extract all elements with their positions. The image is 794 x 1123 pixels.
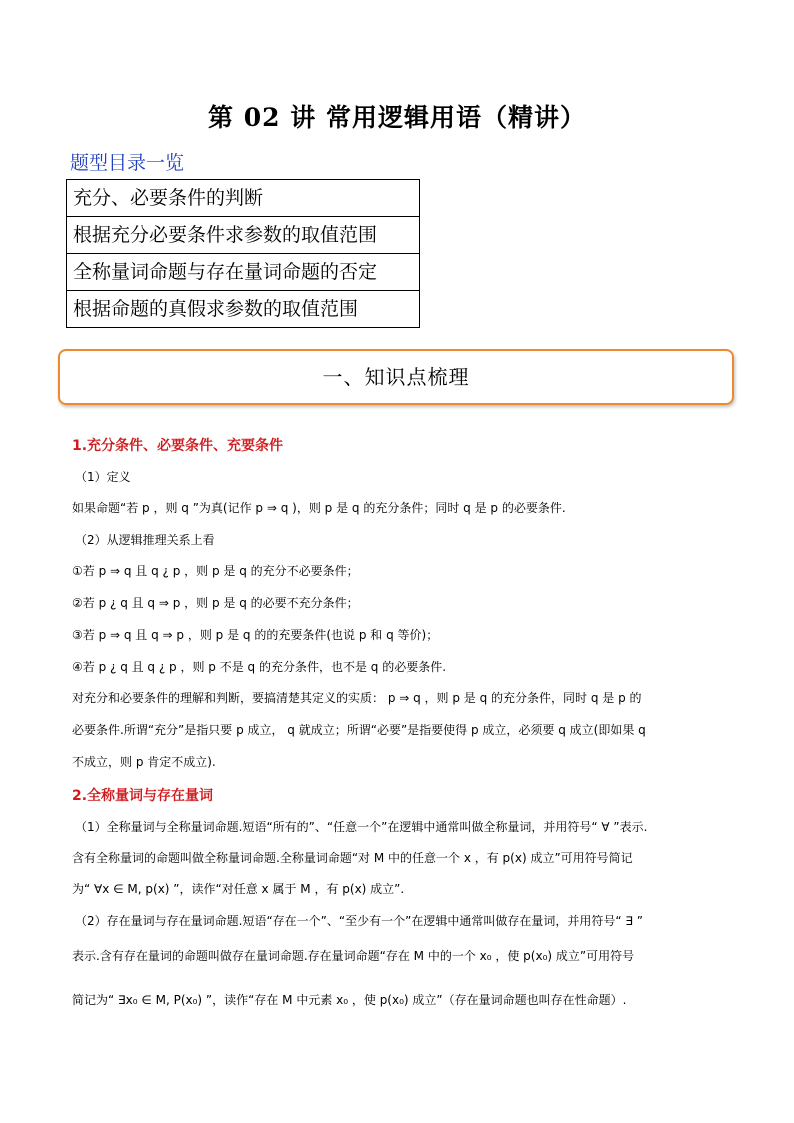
text-line: ④若 p ¿ q 且 q ¿ p ，则 p 不是 q 的充分条件，也不是 q 的必要条件. [72, 660, 447, 674]
text-line: 简记为“ ∃x₀ ∈ M, P(x₀) ”，读作“存在 M 中元素 x₀ ，使 p(x₀) 成立”（存在量词命题也叫存在性命题）. [72, 993, 627, 1007]
toc-heading: 题型目录一览 [70, 152, 185, 174]
text-line: （1）全称量词与全称量词命题.短语“所有的”、“任意一个”在逻辑中通常叫做全称量词，并用符号“ ∀ ”表示. [75, 820, 648, 834]
section-banner-title: 一、知识点梳理 [322, 365, 470, 389]
toc-row [67, 217, 420, 254]
toc-item[interactable]: 根据命题的真假求参数的取值范围 [67, 291, 420, 328]
text-line: 为“ ∀x ∈ M, p(x) ”，读作“对任意 x 属于 M ，有 p(x) 成立”. [72, 882, 405, 896]
toc-item[interactable]: 全称量词命题与存在量词命题的否定 [67, 254, 420, 291]
text-line: 表示.含有存在量词的命题叫做存在量词命题.存在量词命题“存在 M 中的一个 x₀ ，使 p(x₀) 成立”可用符号 [72, 949, 635, 963]
toc-table [66, 179, 420, 328]
text-line: ②若 p ¿ q 且 q ⇒ p ，则 p 是 q 的必要不充分条件； [72, 596, 359, 610]
toc-row [67, 291, 420, 328]
text-line: （2）存在量词与存在量词命题.短语“存在一个”、“至少有一个”在逻辑中通常叫做存在量词，并用符号“ ∃ ” [75, 914, 643, 928]
toc-row [67, 254, 420, 291]
text-line: ③若 p ⇒ q 且 q ⇒ p ，则 p 是 q 的的充要条件(也说 p 和 q 等价)； [72, 628, 439, 642]
toc-item[interactable]: 充分、必要条件的判断 [67, 180, 420, 217]
text-line: 含有全称量词的命题叫做全称量词命题.全称量词命题“对 M 中的任意一个 x ，有 p(x) 成立”可用符号简记 [72, 851, 633, 865]
text-line: 对充分和必要条件的理解和判断，要搞清楚其定义的实质： p ⇒ q ，则 p 是 q 的充分条件，同时 q 是 p 的 [72, 691, 642, 705]
toc-row [67, 180, 420, 217]
page-title: 第 02 讲 常用逻辑用语（精讲） [208, 103, 586, 132]
text-line: （2）从逻辑推理关系上看 [75, 533, 215, 547]
text-line: ①若 p ⇒ q 且 q ¿ p ，则 p 是 q 的充分不必要条件； [72, 564, 359, 578]
section-banner [58, 349, 734, 405]
section-heading-quantifiers: 2.全称量词与存在量词 [72, 788, 214, 804]
section-heading-sufficient-necessary: 1.充分条件、必要条件、充要条件 [72, 438, 284, 454]
text-line: 不成立，则 p 肯定不成立). [72, 755, 216, 769]
text-line: （1）定义 [75, 470, 131, 484]
toc-item[interactable]: 根据充分必要条件求参数的取值范围 [67, 217, 420, 254]
text-line: 必要条件.所谓“充分”是指只要 p 成立， q 就成立；所谓“必要”是指要使得 p 成立，必须要 q 成立(即如果 q [72, 723, 646, 737]
text-line: 如果命题“若 p ，则 q ”为真(记作 p ⇒ q )，则 p 是 q 的充分条件；同时 q 是 p 的必要条件. [72, 501, 566, 515]
